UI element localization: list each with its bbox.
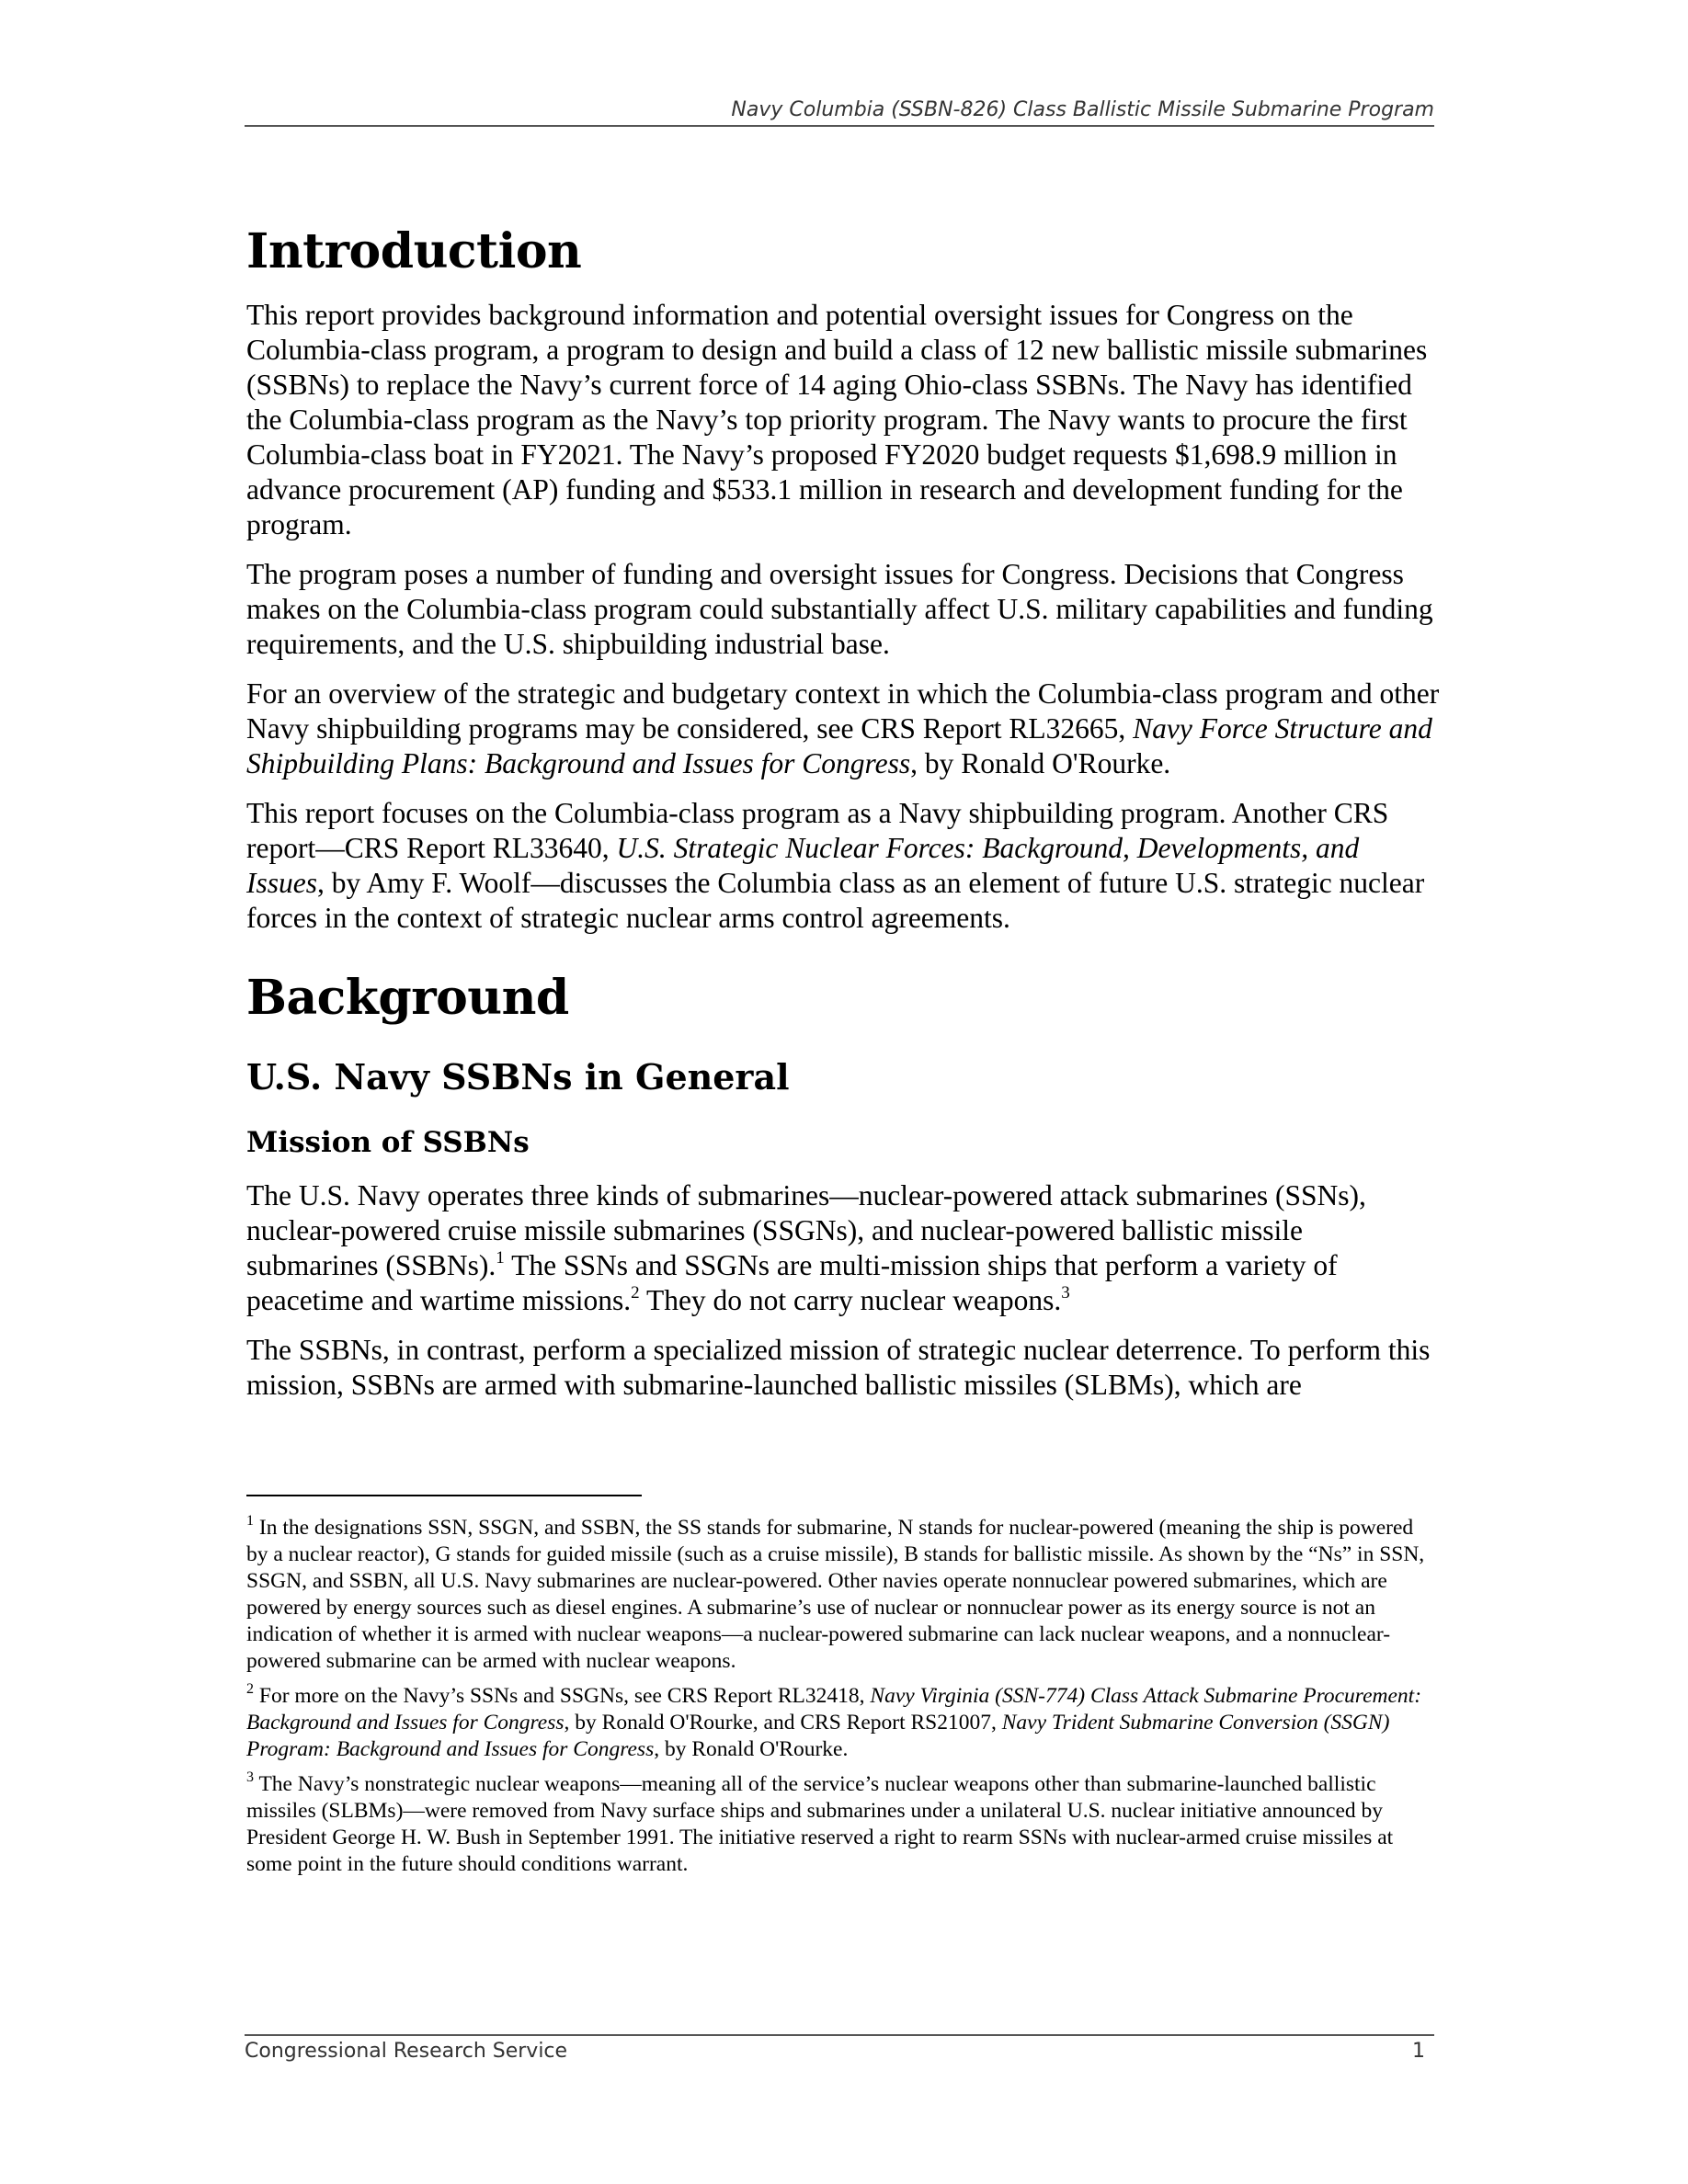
intro-p3-text-b: , by Ronald O'Rourke. <box>910 747 1171 779</box>
footnote-3-text: The Navy’s nonstrategic nuclear weapons—meaning all of the service’s nuclear weapons other than submarine-launched ballistic missiles (SLBMs)—were removed from Navy surface ships and submarines under a unilateral U.S. nuclear initiative announced by President George H. W. Bush in September 1991. The initiative reserved a right to rearm SSNs with nuclear-armed cruise missiles at some point in the future should conditions warrant. <box>246 1772 1394 1876</box>
footnote-2-title-2: Navy Trident Submarine Conversion (SSGN) Program: Background and Issues for Congress <box>246 1711 1390 1761</box>
intro-paragraph-4 <box>246 796 1442 936</box>
mission-p1-text-c: They do not carry nuclear weapons. <box>639 1284 1062 1316</box>
page-footer <box>245 2034 1434 2065</box>
footnote-3-number: 3 <box>246 1769 254 1786</box>
footnote-2-title-1: Navy Virginia (SSN-774) Class Attack Submarine Procurement: Background and Issues for Congress <box>246 1684 1422 1735</box>
intro-paragraph-3 <box>246 677 1442 781</box>
mission-p1-text-b: The SSNs and SSGNs are multi-mission ships that perform a variety of peacetime and wartime missions. <box>246 1249 1338 1316</box>
introduction-heading: Introduction <box>246 223 582 279</box>
footnote-2-text-c: , by Ronald O'Rourke. <box>654 1737 849 1761</box>
mission-paragraph-1 <box>246 1178 1442 1318</box>
footnote-ref-1[interactable]: 1 <box>496 1247 505 1268</box>
footnote-2-text-b: , by Ronald O'Rourke, and CRS Report RS21007, <box>564 1711 1002 1735</box>
footer-publisher: Congressional Research Service <box>245 2040 568 2063</box>
footnote-2-number: 2 <box>246 1681 254 1698</box>
ssbns-general-heading: U.S. Navy SSBNs in General <box>246 1056 790 1098</box>
footnote-1-number: 1 <box>246 1513 254 1530</box>
mission-paragraph-2: The SSBNs, in contrast, perform a specialized mission of strategic nuclear deterrence. To perform this mission, SSBNs are armed with submarine-launched ballistic missiles (SLBMs), which are <box>246 1334 1431 1401</box>
mission-heading: Mission of SSBNs <box>246 1126 530 1159</box>
footnote-1 <box>246 1515 1436 1675</box>
intro-paragraph-2: The program poses a number of funding and oversight issues for Congress. Decisions that Congress makes on the Columbia-class program could substantially affect U.S. military capabilities and funding requirements, and the U.S. shipbuilding industrial base. <box>246 558 1433 660</box>
intro-paragraph-1: This report provides background information and potential oversight issues for Congress on the Columbia-class program, a program to design and build a class of 12 new ballistic missile submarines (SSBNs) to replace the Navy’s current force of 14 aging Ohio-class SSBNs. The Navy has identified the Columbia-class program as the Navy’s top priority program. The Navy wants to procure the first Columbia-class boat in FY2021. The Navy’s proposed FY2020 budget requests $1,698.9 million in advance procurement (AP) funding and $533.1 million in research and development funding for the program. <box>246 299 1428 540</box>
footnote-2 <box>246 1683 1436 1763</box>
main-content <box>246 222 1442 1417</box>
intro-p4-text-a: This report focuses on the Columbia-class program as a Navy shipbuilding program. Another CRS report—CRS Report RL33640, <box>246 797 1389 864</box>
mission-p1-text-a: The U.S. Navy operates three kinds of submarines—nuclear-powered attack submarines (SSNs), nuclear-powered cruise missile submarines (SSGNs), and nuclear-powered ballistic missile submarines (SSBNs). <box>246 1179 1366 1281</box>
footnote-separator <box>246 1495 642 1496</box>
footnote-ref-3[interactable]: 3 <box>1061 1282 1070 1302</box>
footnotes <box>246 1515 1436 1886</box>
intro-p4-text-b: , by Amy F. Woolf—discusses the Columbia class as an element of future U.S. strategic nuclear forces in the context of strategic nuclear arms control agreements. <box>246 867 1425 934</box>
intro-p3-report-title: Navy Force Structure and Shipbuilding Plans: Background and Issues for Congress <box>246 712 1432 779</box>
footnote-2-text-a: For more on the Navy’s SSNs and SSGNs, see CRS Report RL32418, <box>254 1684 871 1708</box>
running-title: Navy Columbia (SSBN-826) Class Ballistic Missile Submarine Program <box>731 98 1434 121</box>
intro-p4-report-title: U.S. Strategic Nuclear Forces: Background, Developments, and Issues <box>246 832 1360 899</box>
page-number: 1 <box>1412 2040 1425 2063</box>
footnote-3 <box>246 1771 1436 1878</box>
running-header <box>245 97 1434 127</box>
intro-p3-text-a: For an overview of the strategic and budgetary context in which the Columbia-class program and other Navy shipbuilding programs may be considered, see CRS Report RL32665, <box>246 677 1440 745</box>
footnote-1-text: In the designations SSN, SSGN, and SSBN, the SS stands for submarine, N stands for nuclear-powered (meaning the ship is powered by a nuclear reactor), G stands for guided missile (such as a cruise missile), B stands for ballistic missile. As shown by the “Ns” in SSN, SSGN, and SSBN, all U.S. Navy submarines are nuclear-powered. Other navies operate nonnuclear powered submarines, which are powered by energy sources such as diesel engines. A submarine’s use of nuclear or nonnuclear power as its energy source is not an indication of whether it is armed with nuclear weapons—a nuclear-powered submarine can lack nuclear weapons, and a nonnuclear-powered submarine can be armed with nuclear weapons. <box>246 1516 1425 1673</box>
footnote-ref-2[interactable]: 2 <box>631 1282 640 1302</box>
background-heading: Background <box>246 970 569 1026</box>
